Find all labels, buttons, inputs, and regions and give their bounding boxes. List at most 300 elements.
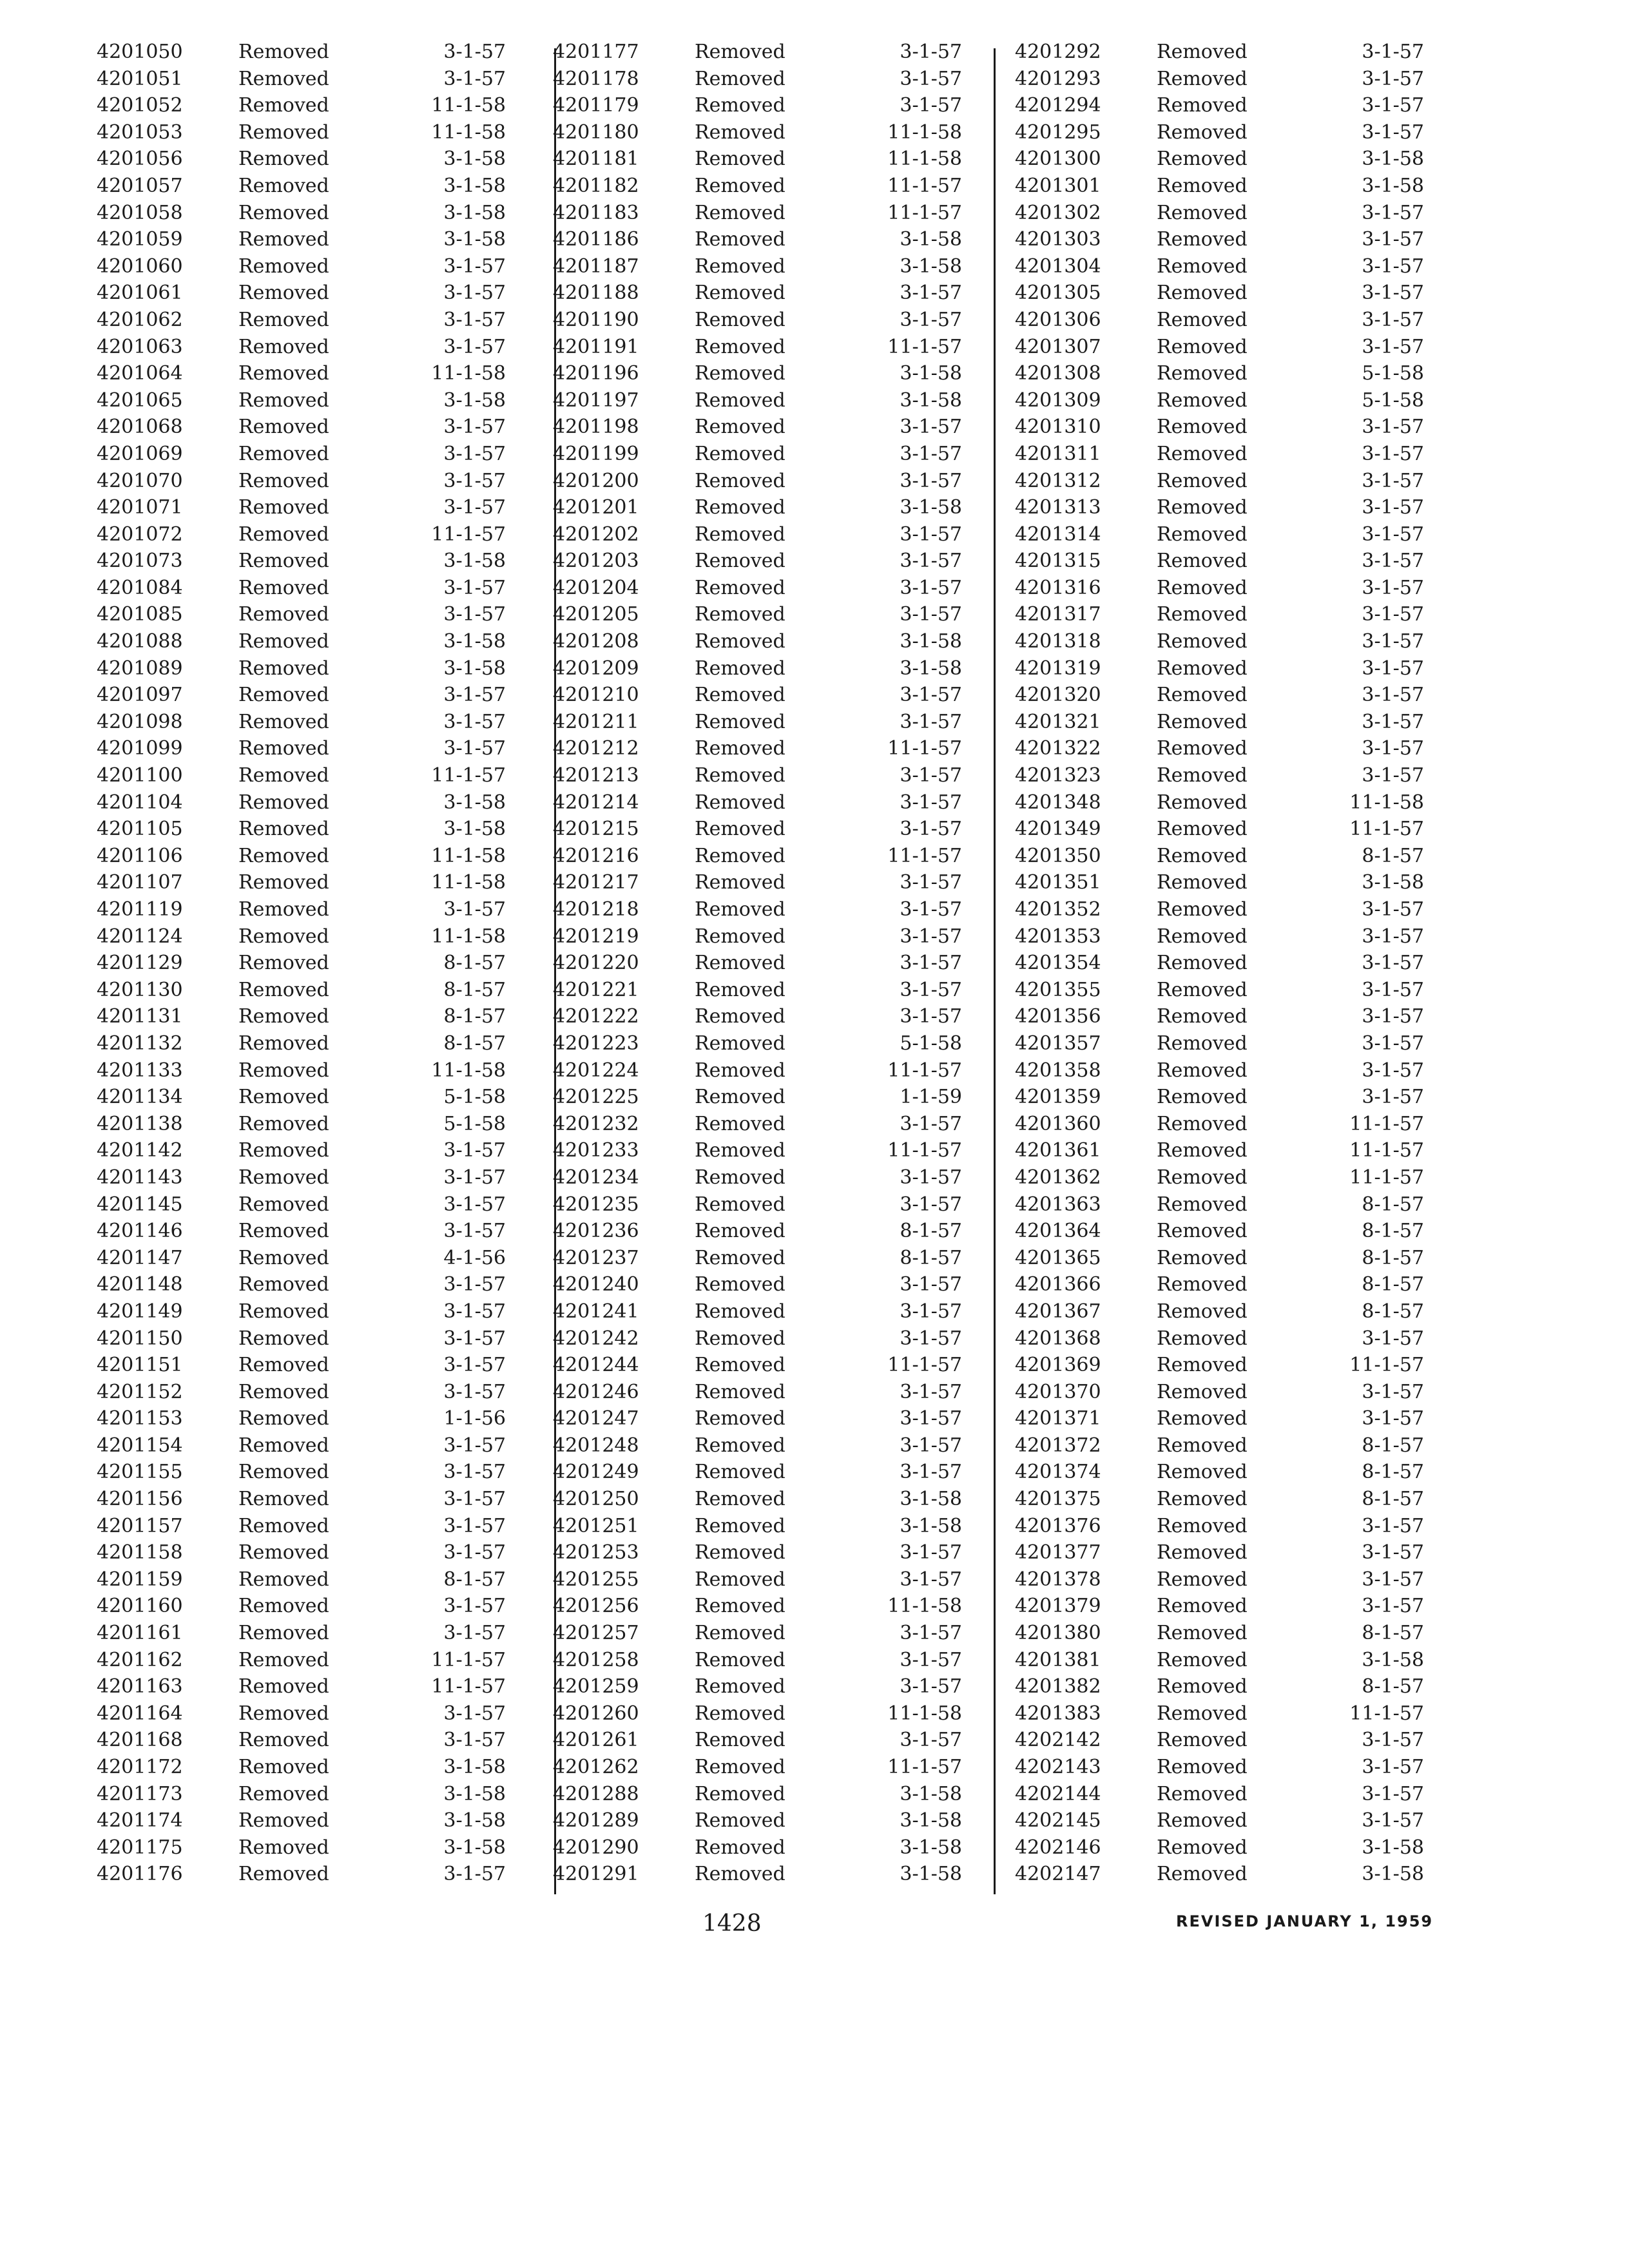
table-row <box>1015 1727 1466 1754</box>
table-row <box>1015 869 1466 896</box>
part-status: Removed <box>1157 1648 1248 1671</box>
part-status: Removed <box>695 1461 786 1484</box>
part-number: 4201354 <box>1015 952 1101 975</box>
part-number: 4201383 <box>1015 1702 1101 1725</box>
part-number: 4201157 <box>97 1514 183 1537</box>
status-date: 3-1-57 <box>443 335 506 358</box>
part-status: Removed <box>1157 898 1248 921</box>
status-date: 3-1-57 <box>1362 255 1424 278</box>
part-number: 4201357 <box>1015 1032 1101 1055</box>
table-row <box>553 521 1004 548</box>
part-number: 4201152 <box>97 1380 183 1403</box>
part-status: Removed <box>695 925 786 948</box>
status-date: 11-1-57 <box>887 1059 962 1082</box>
table-row <box>97 1271 548 1298</box>
status-date: 3-1-57 <box>1362 764 1424 787</box>
status-date: 3-1-57 <box>443 1514 506 1537</box>
part-status: Removed <box>1157 1729 1248 1752</box>
status-date: 8-1-57 <box>443 978 506 1001</box>
status-date: 3-1-57 <box>443 1622 506 1645</box>
table-row <box>97 548 548 575</box>
table-row <box>97 1245 548 1272</box>
part-number: 4201186 <box>553 228 639 251</box>
part-status: Removed <box>238 1005 329 1028</box>
status-date: 11-1-58 <box>887 1702 962 1725</box>
part-status: Removed <box>238 1086 329 1109</box>
parts-column-1 <box>97 39 548 1888</box>
part-number: 4201305 <box>1015 282 1101 305</box>
status-date: 3-1-57 <box>443 67 506 90</box>
status-date: 3-1-57 <box>900 1327 962 1350</box>
part-status: Removed <box>238 67 329 90</box>
status-date: 3-1-58 <box>443 174 506 197</box>
part-status: Removed <box>695 550 786 573</box>
part-status: Removed <box>695 1863 786 1886</box>
part-status: Removed <box>238 335 329 358</box>
table-row <box>97 66 548 93</box>
table-row <box>1015 762 1466 789</box>
status-date: 3-1-57 <box>900 550 962 573</box>
table-row <box>553 682 1004 709</box>
status-date: 1-1-59 <box>900 1086 962 1109</box>
part-number: 4201291 <box>553 1863 639 1886</box>
part-number: 4201323 <box>1015 764 1101 787</box>
part-number: 4201173 <box>97 1782 183 1805</box>
part-number: 4201219 <box>553 925 639 948</box>
status-date: 3-1-58 <box>900 1836 962 1859</box>
table-row <box>97 869 548 896</box>
status-date: 3-1-58 <box>900 1488 962 1511</box>
status-date: 11-1-57 <box>1349 1702 1424 1725</box>
part-status: Removed <box>1157 1032 1248 1055</box>
part-number: 4202145 <box>1015 1809 1101 1832</box>
table-row <box>97 843 548 870</box>
part-status: Removed <box>1157 1273 1248 1296</box>
status-date: 11-1-58 <box>431 925 506 948</box>
part-number: 4201242 <box>553 1327 639 1350</box>
table-row <box>553 173 1004 200</box>
part-status: Removed <box>238 1782 329 1805</box>
status-date: 3-1-57 <box>900 416 962 439</box>
table-row <box>1015 1164 1466 1191</box>
part-number: 4201221 <box>553 978 639 1001</box>
status-date: 3-1-58 <box>900 228 962 251</box>
status-date: 3-1-58 <box>900 1863 962 1886</box>
part-number: 4201307 <box>1015 335 1101 358</box>
part-status: Removed <box>1157 1246 1248 1269</box>
part-number: 4201225 <box>553 1086 639 1109</box>
status-date: 8-1-57 <box>443 1032 506 1055</box>
table-row <box>97 1486 548 1513</box>
part-number: 4201260 <box>553 1702 639 1725</box>
table-row <box>97 1379 548 1406</box>
table-row <box>97 414 548 441</box>
status-date: 11-1-57 <box>1349 1139 1424 1162</box>
status-date: 8-1-57 <box>1362 1675 1424 1698</box>
table-row <box>553 1539 1004 1566</box>
part-status: Removed <box>238 898 329 921</box>
part-number: 4201222 <box>553 1005 639 1028</box>
part-status: Removed <box>238 94 329 117</box>
table-row <box>1015 709 1466 736</box>
part-status: Removed <box>695 442 786 465</box>
part-status: Removed <box>695 148 786 171</box>
status-date: 3-1-57 <box>1362 925 1424 948</box>
table-row <box>1015 735 1466 762</box>
part-number: 4201255 <box>553 1568 639 1591</box>
part-status: Removed <box>1157 496 1248 519</box>
status-date: 3-1-57 <box>1362 576 1424 599</box>
status-date: 3-1-58 <box>900 362 962 385</box>
status-date: 3-1-57 <box>900 925 962 948</box>
part-number: 4201201 <box>553 496 639 519</box>
table-row <box>97 226 548 253</box>
part-status: Removed <box>695 1005 786 1028</box>
part-number: 4201209 <box>553 657 639 680</box>
part-number: 4201246 <box>553 1380 639 1403</box>
status-date: 3-1-57 <box>1362 1059 1424 1082</box>
table-row <box>1015 494 1466 521</box>
part-number: 4201368 <box>1015 1327 1101 1350</box>
part-number: 4201362 <box>1015 1166 1101 1189</box>
table-row <box>1015 1057 1466 1084</box>
part-number: 4201236 <box>553 1220 639 1243</box>
status-date: 3-1-57 <box>900 952 962 975</box>
revision-date: REVISED JANUARY 1, 1959 <box>1176 1912 1434 1930</box>
part-status: Removed <box>1157 282 1248 305</box>
part-status: Removed <box>1157 1622 1248 1645</box>
part-status: Removed <box>238 925 329 948</box>
status-date: 3-1-57 <box>900 442 962 465</box>
part-number: 4201073 <box>97 550 183 573</box>
table-row <box>97 1191 548 1218</box>
part-number: 4201154 <box>97 1434 183 1457</box>
table-row <box>553 253 1004 280</box>
part-status: Removed <box>1157 1782 1248 1805</box>
part-status: Removed <box>695 1568 786 1591</box>
status-date: 11-1-58 <box>431 1059 506 1082</box>
status-date: 3-1-57 <box>900 791 962 814</box>
part-number: 4201256 <box>553 1595 639 1618</box>
part-status: Removed <box>238 228 329 251</box>
part-number: 4201084 <box>97 576 183 599</box>
status-date: 3-1-57 <box>900 764 962 787</box>
status-date: 3-1-57 <box>900 576 962 599</box>
part-status: Removed <box>1157 1139 1248 1162</box>
status-date: 11-1-57 <box>887 335 962 358</box>
part-status: Removed <box>1157 1514 1248 1537</box>
status-date: 3-1-57 <box>900 1675 962 1698</box>
part-status: Removed <box>695 603 786 626</box>
part-number: 4201382 <box>1015 1675 1101 1698</box>
part-number: 4201085 <box>97 603 183 626</box>
part-number: 4201217 <box>553 871 639 894</box>
part-status: Removed <box>695 1675 786 1698</box>
table-row <box>97 655 548 682</box>
part-number: 4201232 <box>553 1112 639 1135</box>
part-status: Removed <box>238 1380 329 1403</box>
table-row <box>553 334 1004 361</box>
part-status: Removed <box>1157 1059 1248 1082</box>
table-row <box>97 307 548 334</box>
part-number: 4201155 <box>97 1461 183 1484</box>
part-number: 4201069 <box>97 442 183 465</box>
part-status: Removed <box>695 94 786 117</box>
table-row <box>97 1030 548 1057</box>
part-status: Removed <box>238 684 329 707</box>
part-number: 4201119 <box>97 898 183 921</box>
part-status: Removed <box>695 362 786 385</box>
status-date: 3-1-58 <box>443 657 506 680</box>
status-date: 3-1-57 <box>443 1300 506 1323</box>
table-row <box>553 494 1004 521</box>
table-row <box>553 709 1004 736</box>
part-status: Removed <box>238 1434 329 1457</box>
part-number: 4201146 <box>97 1220 183 1243</box>
table-row <box>1015 226 1466 253</box>
table-row <box>553 1084 1004 1111</box>
part-number: 4201098 <box>97 710 183 733</box>
status-date: 3-1-58 <box>443 228 506 251</box>
part-number: 4201183 <box>553 201 639 224</box>
table-row <box>553 1781 1004 1808</box>
part-status: Removed <box>695 657 786 680</box>
table-row <box>1015 601 1466 628</box>
part-status: Removed <box>1157 255 1248 278</box>
part-status: Removed <box>238 416 329 439</box>
status-date: 3-1-57 <box>443 41 506 63</box>
table-row <box>553 1754 1004 1781</box>
status-date: 3-1-57 <box>443 1461 506 1484</box>
part-number: 4201160 <box>97 1595 183 1618</box>
table-row <box>97 387 548 414</box>
status-date: 3-1-58 <box>443 389 506 412</box>
status-date: 3-1-58 <box>900 1809 962 1832</box>
table-row <box>97 1673 548 1700</box>
status-date: 3-1-57 <box>900 308 962 331</box>
table-row <box>1015 441 1466 468</box>
status-date: 11-1-58 <box>887 120 962 144</box>
part-status: Removed <box>695 684 786 707</box>
table-row <box>553 66 1004 93</box>
part-number: 4201213 <box>553 764 639 787</box>
part-status: Removed <box>1157 416 1248 439</box>
table-row <box>97 950 548 977</box>
status-date: 8-1-57 <box>443 1005 506 1028</box>
table-row <box>1015 548 1466 575</box>
table-row <box>1015 1807 1466 1834</box>
part-number: 4201233 <box>553 1139 639 1162</box>
table-row <box>97 628 548 655</box>
table-row <box>553 1298 1004 1325</box>
part-number: 4201372 <box>1015 1434 1101 1457</box>
part-number: 4201234 <box>553 1166 639 1189</box>
table-row <box>1015 1513 1466 1540</box>
part-number: 4201148 <box>97 1273 183 1296</box>
status-date: 3-1-57 <box>1362 684 1424 707</box>
status-date: 3-1-57 <box>443 255 506 278</box>
part-number: 4201244 <box>553 1354 639 1377</box>
part-number: 4201200 <box>553 469 639 492</box>
part-status: Removed <box>695 282 786 305</box>
table-row <box>1015 414 1466 441</box>
part-status: Removed <box>695 416 786 439</box>
status-date: 11-1-57 <box>431 1675 506 1698</box>
table-row <box>553 735 1004 762</box>
part-status: Removed <box>695 1729 786 1752</box>
part-number: 4201220 <box>553 952 639 975</box>
status-date: 3-1-57 <box>900 1568 962 1591</box>
part-number: 4201060 <box>97 255 183 278</box>
table-row <box>553 1459 1004 1486</box>
table-row <box>97 39 548 66</box>
part-number: 4201237 <box>553 1246 639 1269</box>
part-status: Removed <box>1157 1354 1248 1377</box>
table-row <box>1015 1861 1466 1888</box>
part-number: 4201380 <box>1015 1622 1101 1645</box>
table-row <box>1015 307 1466 334</box>
part-status: Removed <box>1157 684 1248 707</box>
part-number: 4201374 <box>1015 1461 1101 1484</box>
table-row <box>553 1593 1004 1620</box>
status-date: 11-1-58 <box>1349 791 1424 814</box>
table-row <box>1015 1647 1466 1674</box>
part-status: Removed <box>695 1112 786 1135</box>
part-number: 4201129 <box>97 952 183 975</box>
part-status: Removed <box>695 1139 786 1162</box>
part-number: 4201241 <box>553 1300 639 1323</box>
part-status: Removed <box>695 308 786 331</box>
status-date: 3-1-57 <box>1362 1595 1424 1618</box>
status-date: 3-1-57 <box>443 416 506 439</box>
part-status: Removed <box>695 1756 786 1778</box>
part-status: Removed <box>1157 952 1248 975</box>
table-row <box>1015 66 1466 93</box>
status-date: 11-1-57 <box>887 1139 962 1162</box>
status-date: 11-1-57 <box>887 1756 962 1778</box>
part-number: 4201187 <box>553 255 639 278</box>
part-status: Removed <box>1157 1005 1248 1028</box>
part-number: 4201065 <box>97 389 183 412</box>
part-number: 4201250 <box>553 1488 639 1511</box>
status-date: 3-1-57 <box>1362 1407 1424 1430</box>
part-number: 4201058 <box>97 201 183 224</box>
part-number: 4201261 <box>553 1729 639 1752</box>
status-date: 3-1-57 <box>900 898 962 921</box>
part-number: 4201214 <box>553 791 639 814</box>
part-status: Removed <box>238 148 329 171</box>
part-number: 4202142 <box>1015 1729 1101 1752</box>
part-number: 4201162 <box>97 1648 183 1671</box>
parts-column-3 <box>1015 39 1466 1888</box>
status-date: 8-1-57 <box>1362 1220 1424 1243</box>
part-number: 4201303 <box>1015 228 1101 251</box>
part-status: Removed <box>1157 764 1248 787</box>
status-date: 11-1-58 <box>887 148 962 171</box>
part-number: 4201218 <box>553 898 639 921</box>
status-date: 3-1-57 <box>1362 523 1424 546</box>
table-row <box>553 977 1004 1004</box>
table-row <box>97 334 548 361</box>
part-number: 4201367 <box>1015 1300 1101 1323</box>
part-number: 4201199 <box>553 442 639 465</box>
part-status: Removed <box>1157 1166 1248 1189</box>
part-status: Removed <box>238 201 329 224</box>
status-date: 3-1-57 <box>900 1729 962 1752</box>
part-number: 4201211 <box>553 710 639 733</box>
status-date: 3-1-58 <box>900 657 962 680</box>
part-status: Removed <box>1157 94 1248 117</box>
status-date: 5-1-58 <box>443 1112 506 1135</box>
part-status: Removed <box>1157 228 1248 251</box>
status-date: 11-1-57 <box>1349 818 1424 841</box>
table-row <box>553 1405 1004 1432</box>
part-status: Removed <box>1157 844 1248 867</box>
part-status: Removed <box>695 710 786 733</box>
part-status: Removed <box>1157 120 1248 144</box>
status-date: 3-1-57 <box>1362 308 1424 331</box>
status-date: 3-1-57 <box>900 1005 962 1028</box>
status-date: 1-1-56 <box>443 1407 506 1430</box>
part-status: Removed <box>238 389 329 412</box>
status-date: 3-1-57 <box>443 1273 506 1296</box>
part-status: Removed <box>238 1354 329 1377</box>
part-number: 4201147 <box>97 1246 183 1269</box>
part-number: 4201071 <box>97 496 183 519</box>
part-number: 4201190 <box>553 308 639 331</box>
part-status: Removed <box>238 1059 329 1082</box>
part-status: Removed <box>1157 1380 1248 1403</box>
part-number: 4201293 <box>1015 67 1101 90</box>
status-date: 3-1-57 <box>1362 1568 1424 1591</box>
status-date: 3-1-58 <box>443 148 506 171</box>
table-row <box>1015 360 1466 387</box>
part-number: 4201249 <box>553 1461 639 1484</box>
part-status: Removed <box>1157 871 1248 894</box>
status-date: 3-1-57 <box>443 1488 506 1511</box>
status-date: 11-1-58 <box>431 871 506 894</box>
status-date: 3-1-57 <box>900 41 962 63</box>
part-number: 4201164 <box>97 1702 183 1725</box>
part-status: Removed <box>238 120 329 144</box>
part-number: 4201068 <box>97 416 183 439</box>
status-date: 3-1-57 <box>1362 201 1424 224</box>
status-date: 5-1-58 <box>1362 362 1424 385</box>
part-number: 4201143 <box>97 1166 183 1189</box>
table-row <box>97 1164 548 1191</box>
table-row <box>97 762 548 789</box>
status-date: 3-1-57 <box>1362 41 1424 63</box>
status-date: 3-1-58 <box>900 255 962 278</box>
status-date: 11-1-57 <box>1349 1166 1424 1189</box>
status-date: 3-1-57 <box>443 1863 506 1886</box>
status-date: 3-1-57 <box>900 1434 962 1457</box>
part-status: Removed <box>1157 148 1248 171</box>
part-number: 4201057 <box>97 174 183 197</box>
table-row <box>553 1325 1004 1352</box>
status-date: 3-1-57 <box>443 1380 506 1403</box>
part-number: 4201099 <box>97 737 183 760</box>
table-row <box>1015 39 1466 66</box>
part-number: 4201142 <box>97 1139 183 1162</box>
part-number: 4201375 <box>1015 1488 1101 1511</box>
part-number: 4201175 <box>97 1836 183 1859</box>
part-status: Removed <box>695 871 786 894</box>
table-row <box>1015 1271 1466 1298</box>
part-status: Removed <box>695 335 786 358</box>
part-number: 4201351 <box>1015 871 1101 894</box>
table-row <box>1015 575 1466 602</box>
